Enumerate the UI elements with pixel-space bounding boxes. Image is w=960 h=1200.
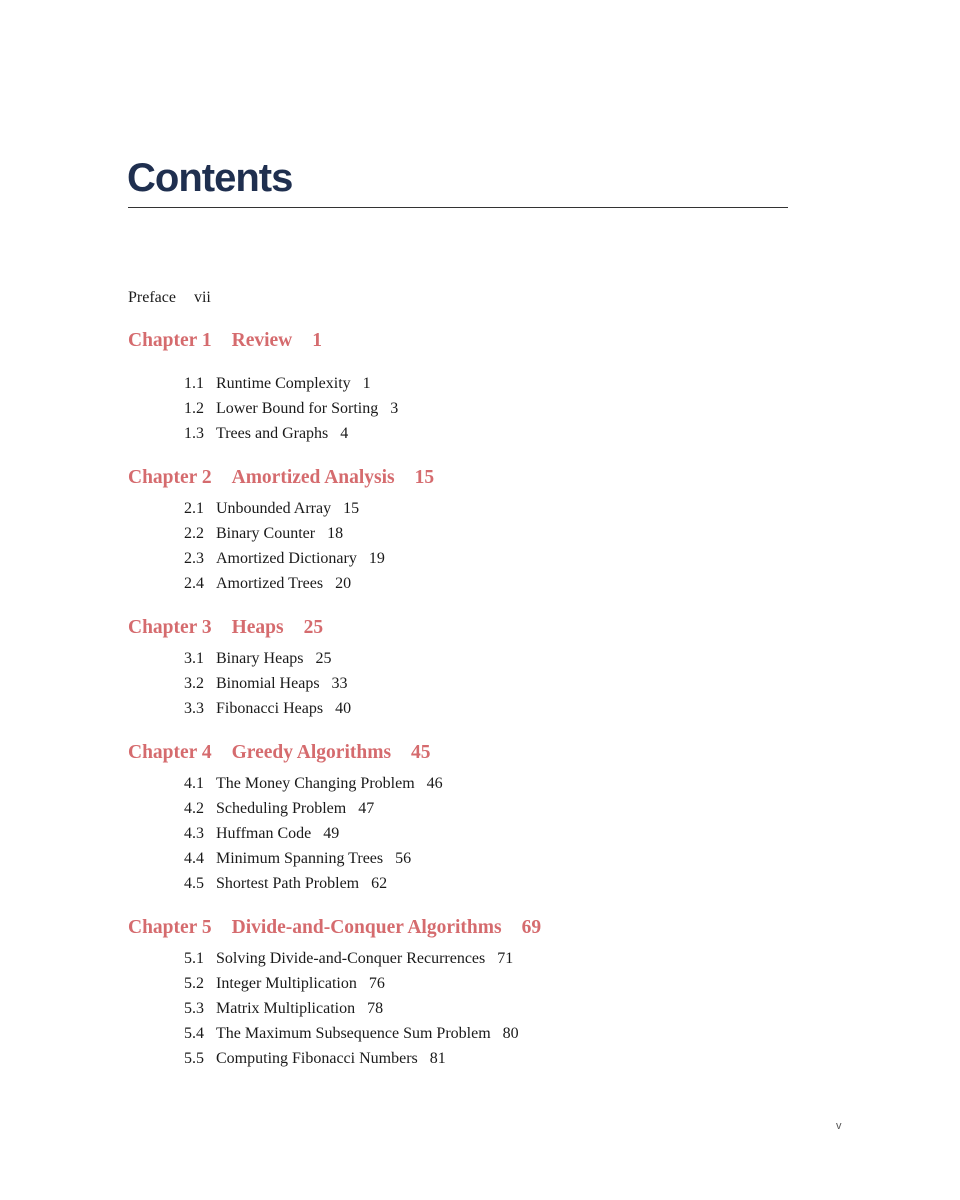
- toc-section-entry[interactable]: [184, 796, 808, 821]
- section-page-number: 40: [335, 700, 352, 717]
- chapter-page-number: 45: [411, 742, 431, 763]
- chapter-label: Chapter 3: [128, 617, 212, 638]
- chapter-heading[interactable]: [128, 914, 808, 942]
- toc-section-entry[interactable]: [184, 521, 808, 546]
- section-title: Fibonacci Heaps: [216, 700, 324, 717]
- section-title: Binomial Heaps: [216, 675, 320, 692]
- chapter-page-number: 1: [312, 330, 323, 351]
- section-list: [128, 771, 808, 896]
- section-number: 2.1: [184, 500, 204, 517]
- toc-section-entry[interactable]: [184, 846, 808, 871]
- section-number: 5.2: [184, 975, 204, 992]
- table-of-contents: [128, 286, 808, 1089]
- section-page-number: 1: [362, 375, 371, 392]
- preface-label: Preface: [128, 289, 176, 306]
- section-title: Minimum Spanning Trees: [216, 850, 384, 867]
- chapter-block: [128, 614, 808, 721]
- chapter-heading[interactable]: [128, 739, 808, 767]
- chapter-block: [128, 464, 808, 596]
- toc-section-entry[interactable]: [184, 396, 808, 421]
- section-page-number: 80: [502, 1025, 519, 1042]
- chapter-page-number: 69: [521, 917, 542, 938]
- toc-section-entry[interactable]: [184, 971, 808, 996]
- section-title: Matrix Multiplication: [216, 1000, 356, 1017]
- section-number: 3.3: [184, 700, 204, 717]
- section-list: [128, 946, 808, 1071]
- section-title: Amortized Dictionary: [216, 550, 357, 567]
- chapter-title: Review: [231, 330, 293, 351]
- section-title: The Money Changing Problem: [216, 775, 415, 792]
- chapter-page-number: 25: [303, 617, 324, 638]
- chapter-title: Greedy Algorithms: [231, 742, 392, 763]
- section-title: Trees and Graphs: [216, 425, 329, 442]
- section-page-number: 71: [497, 950, 514, 967]
- chapter-title: Divide-and-Conquer Algorithms: [231, 917, 502, 938]
- toc-section-entry[interactable]: [184, 646, 808, 671]
- section-number: 5.5: [184, 1050, 204, 1067]
- title-rule: [128, 207, 788, 208]
- chapter-title: Heaps: [231, 617, 284, 638]
- section-page-number: 19: [368, 550, 385, 567]
- section-title: Scheduling Problem: [216, 800, 347, 817]
- page-title: Contents: [127, 156, 293, 200]
- section-number: 5.4: [184, 1025, 204, 1042]
- section-title: The Maximum Subsequence Sum Problem: [216, 1025, 491, 1042]
- toc-section-entry[interactable]: [184, 671, 808, 696]
- section-list: [128, 496, 808, 596]
- section-page-number: 15: [343, 500, 360, 517]
- section-number: 1.2: [184, 400, 204, 417]
- toc-section-entry[interactable]: [184, 696, 808, 721]
- toc-section-entry[interactable]: [184, 571, 808, 596]
- section-page-number: 4: [340, 425, 349, 442]
- section-number: 2.3: [184, 550, 204, 567]
- section-number: 5.1: [184, 950, 204, 967]
- section-title: Computing Fibonacci Numbers: [216, 1050, 418, 1067]
- toc-section-entry[interactable]: [184, 1021, 808, 1046]
- toc-section-entry[interactable]: [184, 946, 808, 971]
- section-page-number: 33: [331, 675, 348, 692]
- chapter-label: Chapter 2: [128, 467, 212, 488]
- section-page-number: 78: [367, 1000, 384, 1017]
- section-title: Runtime Complexity: [216, 375, 351, 392]
- section-title: Solving Divide-and-Conquer Recurrences: [216, 950, 486, 967]
- toc-section-entry[interactable]: [184, 996, 808, 1021]
- chapter-page-number: 15: [414, 467, 435, 488]
- section-title: Unbounded Array: [216, 500, 332, 517]
- section-number: 2.4: [184, 575, 204, 592]
- section-page-number: 20: [335, 575, 352, 592]
- chapter-heading[interactable]: [128, 327, 808, 355]
- toc-section-entry[interactable]: [184, 771, 808, 796]
- section-number: 1.1: [184, 375, 204, 392]
- section-number: 4.5: [184, 875, 204, 892]
- section-page-number: 46: [426, 775, 443, 792]
- preface-page: vii: [193, 289, 211, 306]
- section-page-number: 3: [390, 400, 399, 417]
- chapter-block: [128, 914, 808, 1071]
- toc-section-entry[interactable]: [184, 1046, 808, 1071]
- section-number: 5.3: [184, 1000, 204, 1017]
- chapter-list: [128, 327, 808, 1071]
- toc-preface-entry[interactable]: [128, 286, 808, 310]
- toc-section-entry[interactable]: [184, 546, 808, 571]
- section-page-number: 56: [395, 850, 412, 867]
- toc-section-entry[interactable]: [184, 871, 808, 896]
- section-page-number: 18: [327, 525, 344, 542]
- section-number: 4.4: [184, 850, 204, 867]
- section-list: [128, 371, 808, 446]
- section-page-number: 76: [368, 975, 385, 992]
- section-title: Binary Heaps: [216, 650, 304, 667]
- toc-section-entry[interactable]: [184, 496, 808, 521]
- section-number: 4.2: [184, 800, 204, 817]
- chapter-block: [128, 327, 808, 446]
- section-title: Amortized Trees: [216, 575, 324, 592]
- section-list: [128, 646, 808, 721]
- section-number: 3.2: [184, 675, 204, 692]
- chapter-block: [128, 739, 808, 896]
- chapter-heading[interactable]: [128, 464, 808, 492]
- section-page-number: 81: [429, 1050, 446, 1067]
- section-title: Binary Counter: [216, 525, 316, 542]
- toc-section-entry[interactable]: [184, 371, 808, 396]
- section-page-number: 25: [315, 650, 332, 667]
- chapter-title: Amortized Analysis: [231, 467, 395, 488]
- toc-section-entry[interactable]: [184, 421, 808, 446]
- section-title: Lower Bound for Sorting: [216, 400, 379, 417]
- chapter-label: Chapter 1: [128, 330, 212, 351]
- section-title: Huffman Code: [216, 825, 312, 842]
- section-number: 1.3: [184, 425, 204, 442]
- section-page-number: 47: [358, 800, 375, 817]
- section-title: Shortest Path Problem: [216, 875, 360, 892]
- toc-section-entry[interactable]: [184, 821, 808, 846]
- section-title: Integer Multiplication: [216, 975, 357, 992]
- section-page-number: 62: [371, 875, 388, 892]
- page-number: v: [836, 1120, 842, 1132]
- section-number: 2.2: [184, 525, 204, 542]
- chapter-label: Chapter 4: [128, 742, 212, 763]
- chapter-heading[interactable]: [128, 614, 808, 642]
- chapter-label: Chapter 5: [128, 917, 212, 938]
- section-page-number: 49: [323, 825, 340, 842]
- section-number: 3.1: [184, 650, 204, 667]
- section-number: 4.3: [184, 825, 204, 842]
- section-number: 4.1: [184, 775, 204, 792]
